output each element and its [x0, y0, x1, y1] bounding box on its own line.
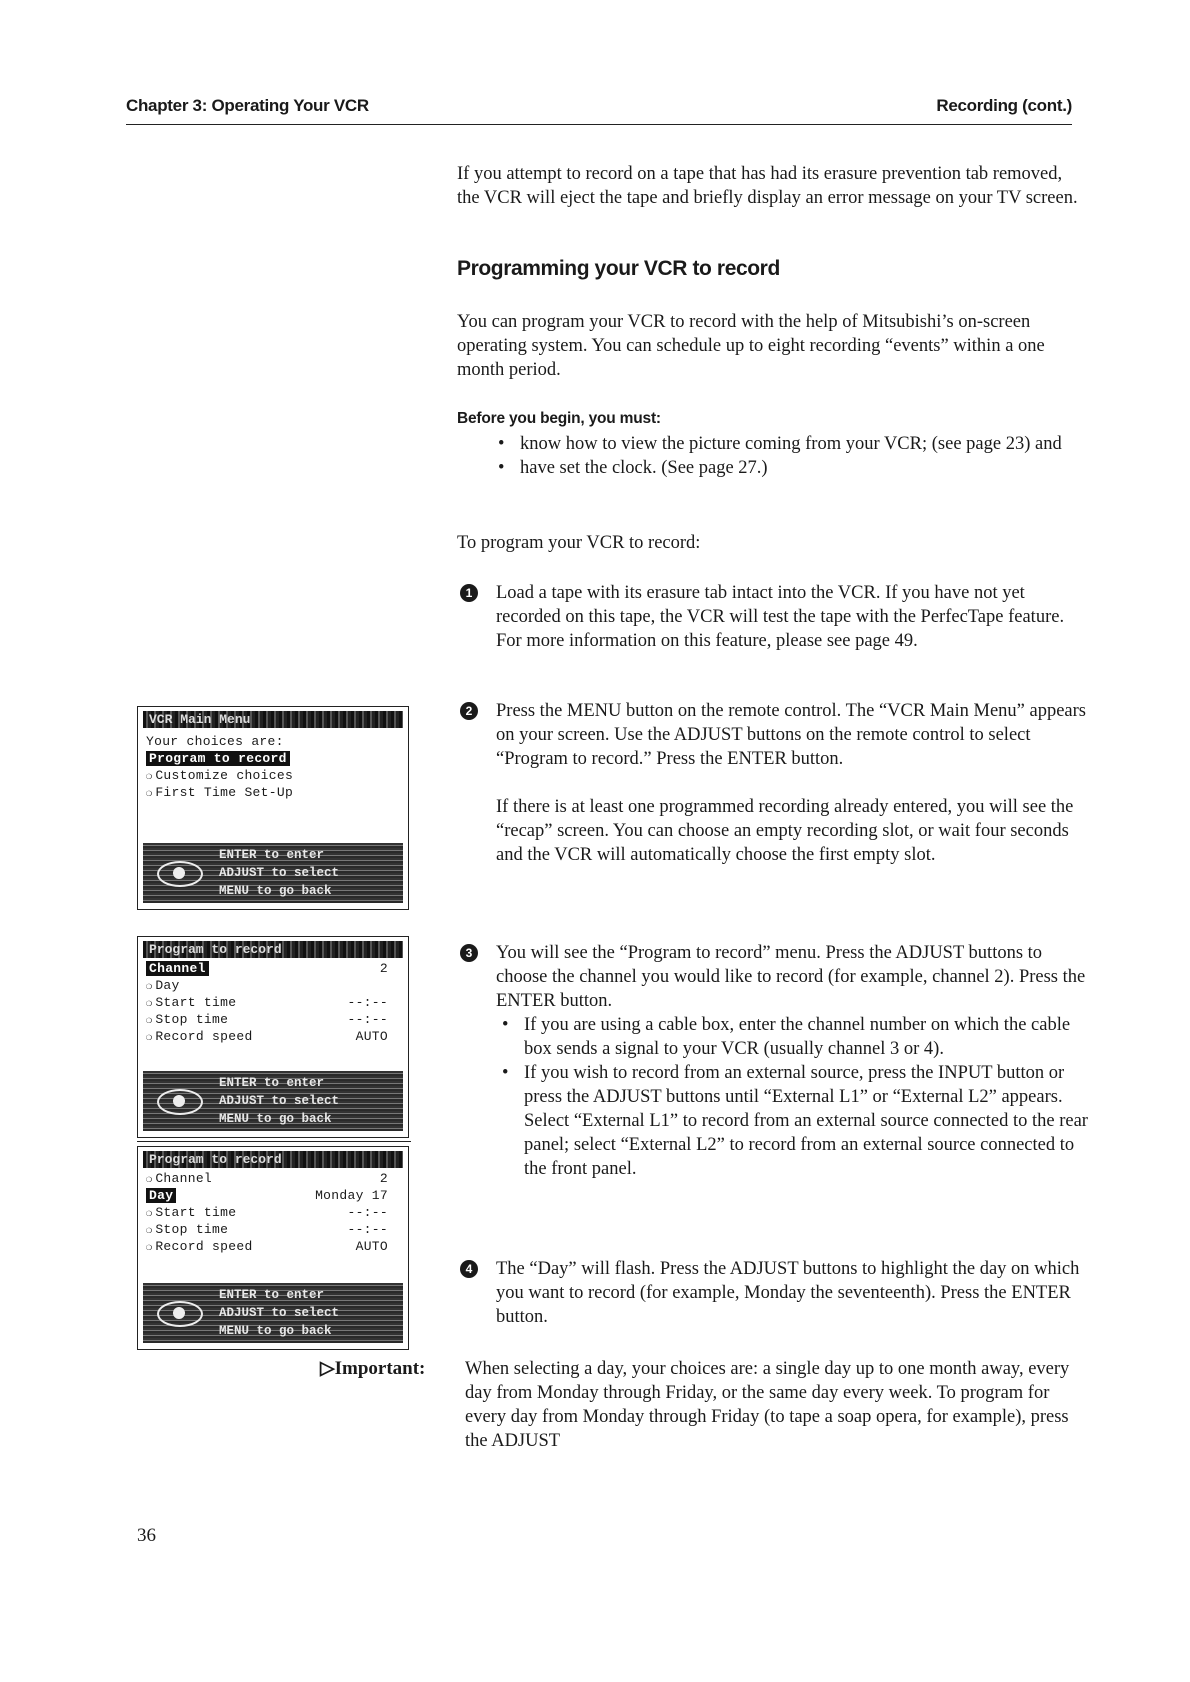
step-2 [460, 699, 1090, 867]
footer-line: ADJUST to select [219, 1306, 340, 1320]
row-value: 2 [379, 961, 388, 976]
list-item: • If you are using a cable box, enter the channel number on which the cable box sends a signal to your VCR (usually channel 3 or 4). [496, 1013, 1090, 1061]
radio-icon: ❍ [146, 772, 153, 783]
radio-icon: ❍ [146, 1033, 153, 1044]
section-heading: Programming your VCR to record [457, 257, 780, 280]
row-label: Channel [155, 1171, 213, 1186]
screen-title: Program to record [143, 941, 403, 958]
row-label: Start time [155, 995, 237, 1010]
footer-line: ADJUST to select [219, 1094, 340, 1108]
screen-program-day [137, 1146, 409, 1350]
footer-line: ENTER to enter [219, 848, 325, 862]
radio-icon: ❍ [146, 999, 153, 1010]
footer-line: ADJUST to select [219, 866, 340, 880]
screen-program-channel [137, 936, 409, 1138]
radio-icon: ❍ [146, 1175, 153, 1186]
eye-icon [157, 861, 203, 887]
header-divider [126, 124, 1072, 125]
row-label: Record speed [155, 1239, 253, 1254]
screen-title: Program to record [143, 1151, 403, 1168]
step-3 [460, 941, 1090, 1181]
row-value: Monday 17 [315, 1188, 388, 1203]
row-value: --:-- [347, 1012, 388, 1027]
list-item: • have set the clock. (See page 27.) [489, 456, 1089, 480]
footer-line: MENU to go back [219, 1112, 332, 1126]
important-text: When selecting a day, your choices are: a single day up to one month away, every day from Monday through Friday, or the same day every week. To program for every day from Monday through Friday (to tape a soap opera, for example), press the ADJUST [465, 1359, 1070, 1451]
footer-line: MENU to go back [219, 884, 332, 898]
step-1 [460, 581, 1090, 653]
list-item: • If you wish to record from an external source, press the INPUT button or press the ADJUST buttons until “External L1” or “External L2” appears. Select “External L1” to record from an external source connected to the rear panel; select “External L2” to record from an external source connected to the front panel. [496, 1061, 1090, 1181]
list-item: • know how to view the picture coming from your VCR; (see page 23) and [489, 432, 1089, 456]
screen-footer [143, 1283, 403, 1343]
before-you-begin-label: Before you begin, you must: [457, 410, 661, 427]
row-value: --:-- [347, 1205, 388, 1220]
screen-prompt: Your choices are: [146, 734, 284, 749]
screen-footer [143, 1071, 403, 1131]
step-text: Press the MENU button on the remote control. The “VCR Main Menu” appears on your screen. Use the ADJUST buttons on the remote control to select “Program to record.” Press the ENTER button. [496, 701, 1086, 769]
menu-item-selected: Program to record [146, 751, 290, 766]
intro-paragraph: If you attempt to record on a tape that has had its erasure prevention tab removed, the VCR will eject the tape and briefly display an error message on your TV screen. [457, 164, 1078, 208]
step-number-badge: 2 [460, 702, 478, 720]
radio-icon: ❍ [146, 1209, 153, 1220]
menu-item: First Time Set-Up [155, 785, 294, 800]
eye-icon [157, 1089, 203, 1115]
radio-icon: ❍ [146, 982, 153, 993]
page-number: 36 [137, 1525, 156, 1546]
to-program-intro: To program your VCR to record: [457, 533, 701, 553]
radio-icon: ❍ [146, 1016, 153, 1027]
row-label: Record speed [155, 1029, 253, 1044]
row-value: AUTO [355, 1239, 388, 1254]
footer-line: MENU to go back [219, 1324, 332, 1338]
footer-line: ENTER to enter [219, 1288, 325, 1302]
row-label-selected: Day [146, 1188, 176, 1203]
step-number-badge: 1 [460, 584, 478, 602]
screen-title: VCR Main Menu [143, 711, 403, 728]
prerequisite-list [489, 432, 1089, 480]
step-4 [460, 1257, 1090, 1329]
radio-icon: ❍ [146, 789, 153, 800]
row-label: Stop time [155, 1222, 229, 1237]
screen-main-menu [137, 706, 409, 910]
row-value: --:-- [347, 995, 388, 1010]
screen-footer [143, 843, 403, 903]
step-number-badge: 4 [460, 1260, 478, 1278]
row-label: Day [155, 978, 180, 993]
row-value: 2 [379, 1171, 388, 1186]
menu-item: Customize choices [155, 768, 294, 783]
row-value: AUTO [355, 1029, 388, 1044]
step-text: Load a tape with its erasure tab intact into the VCR. If you have not yet recorded on this tape, the VCR will test the tape with the PerfecTape feature. For more information on this feature, please see page 49. [496, 583, 1065, 651]
chapter-title: Chapter 3: Operating Your VCR [126, 96, 369, 115]
row-label: Stop time [155, 1012, 229, 1027]
eye-icon [157, 1301, 203, 1327]
radio-icon: ❍ [146, 1243, 153, 1254]
section-title: Recording (cont.) [936, 96, 1072, 115]
row-label: Start time [155, 1205, 237, 1220]
row-label-selected: Channel [146, 961, 209, 976]
step-bullets [496, 1013, 1090, 1181]
footer-line: ENTER to enter [219, 1076, 325, 1090]
screen-divider [137, 1141, 411, 1142]
step-note: If there is at least one programmed recording already entered, you will see the “recap” screen. You can choose an empty recording slot, or wait four seconds and the VCR will automatically choose the first empty slot. [496, 797, 1074, 865]
row-value: --:-- [347, 1222, 388, 1237]
program-intro-paragraph: You can program your VCR to record with the help of Mitsubishi’s on-screen operating system. You can schedule up to eight recording “events” within a one month period. [457, 312, 1045, 380]
important-label: ▷Important: [320, 1358, 426, 1379]
step-number-badge: 3 [460, 944, 478, 962]
radio-icon: ❍ [146, 1226, 153, 1237]
step-text: You will see the “Program to record” menu. Press the ADJUST buttons to choose the channel you would like to record (for example, channel 2). Press the ENTER button. [496, 943, 1086, 1011]
step-text: The “Day” will flash. Press the ADJUST buttons to highlight the day on which you want to record (for example, Monday the seventeenth). Press the ENTER button. [496, 1259, 1080, 1327]
